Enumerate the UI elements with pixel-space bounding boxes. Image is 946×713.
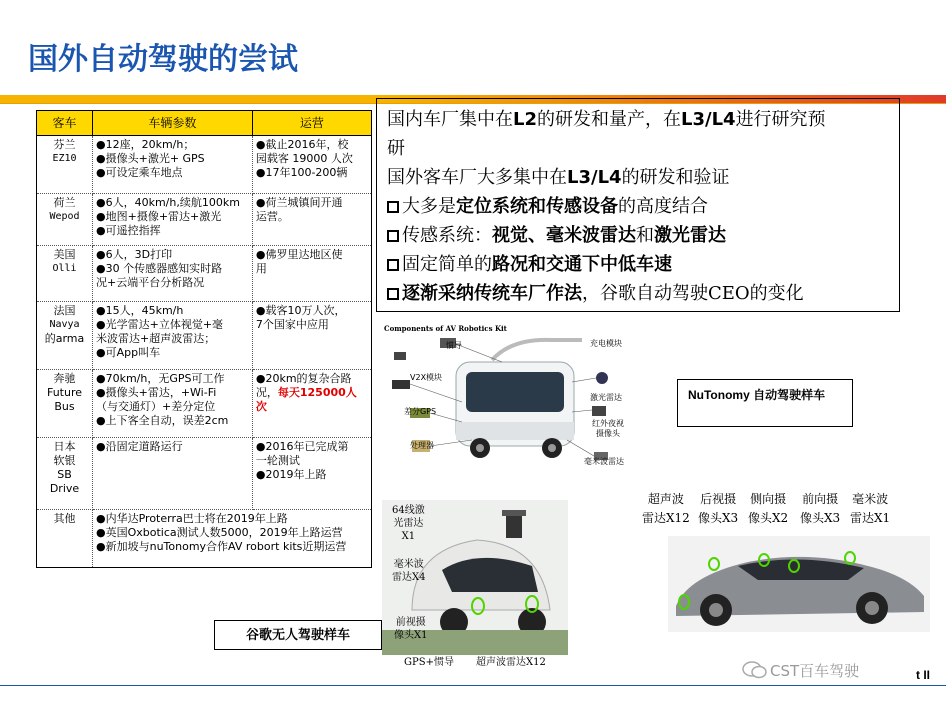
footer-line xyxy=(0,685,946,686)
row-params: ●6人，40km/h,续航100km ●地图+摄像+雷达+激光 ●可遥控指挥 xyxy=(93,194,253,246)
table-row xyxy=(37,302,372,370)
table-row xyxy=(37,136,372,194)
tesla-label-side-camera: 侧向摄 像头X2 xyxy=(748,492,789,525)
row-params: ●6人，3D打印 ●30 个传感器感知实时路 况+云端平台分析路况 xyxy=(93,246,253,302)
tesla-label-ultrasonic: 超声波 雷达X12 xyxy=(642,492,690,525)
square-bullet-icon xyxy=(387,230,399,242)
kit-label-lidar: 激光雷达 xyxy=(590,393,622,402)
row-name: 荷兰 Wepod xyxy=(37,194,93,246)
wechat-icon xyxy=(742,660,768,680)
footer-tag: t II xyxy=(916,668,930,682)
kit-label-camera: 摄像头 xyxy=(596,429,620,438)
kit-label-dgps: 差分GPS xyxy=(404,407,437,416)
bullet-item: 固定简单的路况和交通下中低车速 xyxy=(387,250,889,279)
table-row xyxy=(37,438,372,510)
summary-textbox: 国内车厂集中在L2的研发和量产，在L3/L4进行研究预 研 国外客车厂大多集中在L3/L4的研发和验证 大多是定位系统和传感设备的高度结合 传感系统：视觉、毫米波雷达和激光雷达 固定简单的路况和交通下中低车速 逐渐采纳传统车厂作法，谷歌自动驾驶CEO的变化 xyxy=(376,98,900,312)
row-name: 法国 Navya 的arma xyxy=(37,302,93,370)
table-header-row xyxy=(37,111,372,136)
footer-watermark: CST百车驾驶 xyxy=(770,662,860,680)
google-label-lidar: 64线激 光雷达 X1 xyxy=(392,505,425,542)
row-params: ●内华达Proterra巴士将在2019年上路 ●英国Oxbotica测试人数5000，2019年上路运营 ●新加坡与nuTonomy合作AV robort kits近期运营 xyxy=(93,510,372,568)
google-label-front-camera: 前视摄 像头X1 xyxy=(394,617,428,641)
google-label-ultrasonic: 超声波雷达X12 xyxy=(476,657,546,668)
nutonomy-caption: NuTonomy 自动驾驶样车 xyxy=(677,379,853,427)
row-ops: ●载客10万人次， 7个国家中应用 xyxy=(252,302,371,370)
row-name: 美国 Olli xyxy=(37,246,93,302)
tesla-label-mmwave: 毫米波 雷达X1 xyxy=(850,492,891,525)
row-name: 奔驰 Future Bus xyxy=(37,370,93,438)
kit-label-processor: 处理器 xyxy=(410,441,434,450)
row-params: ●15人，45km/h ●光学雷达+立体视觉+毫 米波雷达+超声波雷达； ●可App叫车 xyxy=(93,302,253,370)
kit-label-v2x: V2X模块 xyxy=(410,373,443,382)
google-car-caption: 谷歌无人驾驶样车 xyxy=(214,620,382,650)
row-name: 日本 软银 SB Drive xyxy=(37,438,93,510)
header-params: 车辆参数 xyxy=(93,111,253,136)
square-bullet-icon xyxy=(387,201,399,213)
row-name: 其他 xyxy=(37,510,93,568)
square-bullet-icon xyxy=(387,259,399,271)
row-params: ●70km/h，无GPS可工作 ●摄像头+雷达，+Wi-Fi （与交通灯）+差分定位 ●上下客全自动，误差2cm xyxy=(93,370,253,438)
tesla-car-image xyxy=(668,536,930,632)
google-label-mmwave: 毫米波 雷达X4 xyxy=(392,559,426,583)
google-label-gps: GPS+惯导 xyxy=(404,657,454,668)
table-row xyxy=(37,246,372,302)
row-ops: ●20km的复杂合路 况，每天125000人 次 xyxy=(252,370,371,438)
bullet-item: 大多是定位系统和传感设备的高度结合 xyxy=(387,192,889,221)
table-row xyxy=(37,510,372,568)
table-row xyxy=(37,194,372,246)
bullet-item: 传感系统：视觉、毫米波雷达和激光雷达 xyxy=(387,221,889,250)
kit-label-infrared: 红外夜视 xyxy=(592,419,624,428)
page-title: 国外自动驾驶的尝试 xyxy=(28,42,298,77)
kit-title: Components of AV Robotics Kit xyxy=(384,324,507,333)
row-params: ●12座，20km/h； ●摄像头+激光+ GPS ●可设定乘车地点 xyxy=(93,136,253,194)
row-ops: ●截止2016年，校 园载客 19000 人次 ●17年100-200辆 xyxy=(252,136,371,194)
row-ops: ●荷兰城镇间开通 运营。 xyxy=(252,194,371,246)
square-bullet-icon xyxy=(387,288,399,300)
row-ops: ●佛罗里达地区使 用 xyxy=(252,246,371,302)
tesla-label-rear-camera: 后视摄 像头X3 xyxy=(698,492,739,525)
kit-label-imu: 惯导 xyxy=(446,341,462,350)
kit-label-mmwave: 毫米波雷达 xyxy=(584,457,624,466)
bullet-item: 逐渐采纳传统车厂作法，谷歌自动驾驶CEO的变化 xyxy=(387,279,889,308)
header-ops: 运营 xyxy=(252,111,371,136)
kit-label-charging: 充电模块 xyxy=(590,339,622,348)
table-row xyxy=(37,370,372,438)
row-ops: ●2016年已完成第 一轮测试 ●2019年上路 xyxy=(252,438,371,510)
header-bus: 客车 xyxy=(37,111,93,136)
bus-comparison-table xyxy=(36,110,372,568)
row-name: 芬兰 EZ10 xyxy=(37,136,93,194)
daily-riders-highlight: 每天125000人 xyxy=(277,386,357,399)
row-params: ●沿固定道路运行 xyxy=(93,438,253,510)
tesla-label-front-camera: 前向摄 像头X3 xyxy=(800,492,841,525)
